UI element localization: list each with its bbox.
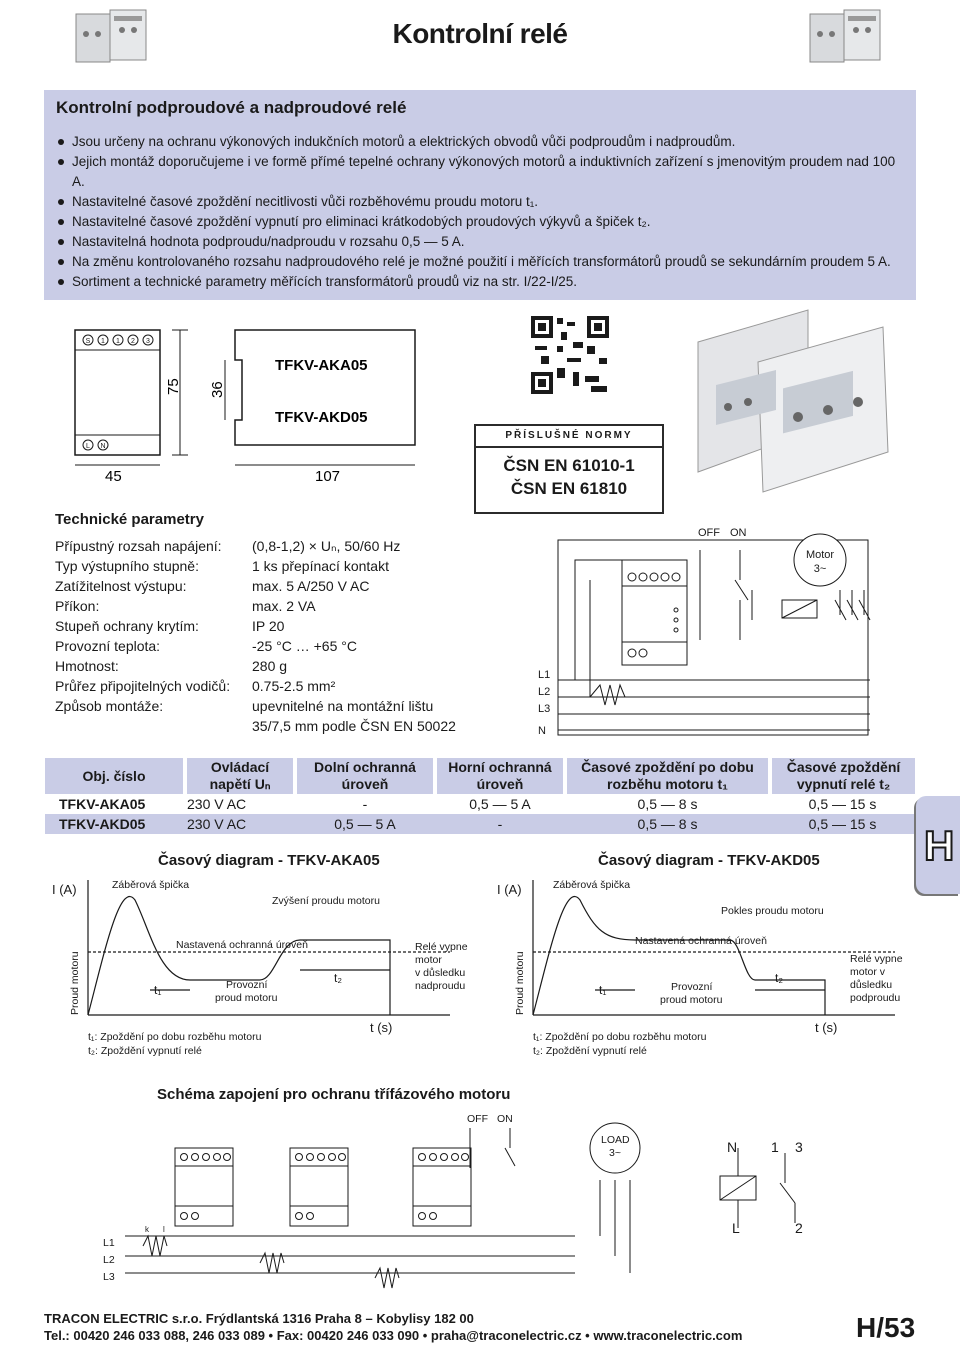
operating-text: proud motoru [660,994,723,1006]
line-label: N [538,725,546,737]
terminal-label: 3 [146,338,150,345]
contact-3: 3 [795,1139,803,1155]
model-1: TFKV-AKA05 [275,357,368,374]
axis-x-label: t (s) [815,1020,838,1035]
tech-param-row: Průřez připojitelných vodičů: 0.75-2.5 mm² [55,678,336,694]
terminal-label: S [85,338,91,345]
list-item: Nastavitelná hodnota podproudu/nadproudu v rozsahu 0,5 — 5 A. [56,232,904,252]
list-item: Jsou určeny na ochranu výkonových indukčních motorů a elektrických obvodů vůči podproudům i nadproudům. [56,132,904,152]
t1-label: t₁ [154,983,162,997]
threshold-label: Nastavená ochranná úroveň [176,939,308,951]
dimension-drawing [60,325,460,490]
dim-length: 107 [315,468,341,485]
list-item: Nastavitelné časové zpoždění vypnutí pro eliminaci krátkodobých proudových výkyvů a špiček t₂. [56,212,904,232]
table-header: Ovládací napětí Uₙ [185,758,295,794]
tech-param-row: Způsob montáže: upevnitelné na montážní lištu [55,698,434,714]
off-label: OFF [467,1113,488,1125]
axis-side-label: Proud motoru [69,951,81,1015]
load-phase: 3~ [609,1147,621,1159]
terminal-label: N [100,443,106,450]
table-header: Časové zpoždění vypnutí relé t₂ [770,758,915,794]
line-label: L3 [538,703,551,715]
ct-l-label: l [163,1225,165,1234]
norm-item: ČSN EN 61810 [510,479,628,498]
page-number: H/53 [856,1312,916,1343]
terminal-label: L [86,443,90,450]
relay-product-photo [806,4,888,66]
axis-x-label: t (s) [370,1020,393,1035]
operating-text: Provozní [226,979,268,991]
contact-l: L [732,1220,740,1236]
terminal-label: 1 [116,338,120,345]
list-item: Jejich montáž doporučujeme i ve formě přímé tepelné ochrany výkonových motorů a induktivních zařízení s jmenovitým proudem nad 100 A. [56,152,904,192]
table-row: TFKV-AKD05 230 V AC 0,5 — 5 A - 0,5 — 8 s 0,5 — 15 s [45,814,915,834]
qr-code [527,312,613,398]
trip-text: v důsledku [415,967,466,979]
decrease-label: Pokles proudu motoru [721,905,824,917]
footer-address: TRACON ELECTRIC s.r.o. Frýdlantská 1316 Praha 8 – Kobylisy 182 00 [44,1311,474,1326]
dim-depth: 36 [209,381,226,398]
contact-n: N [727,1139,738,1155]
product-table [45,758,915,834]
ct-k-label: k [145,1225,149,1234]
schema-diagram [95,1108,825,1308]
norms-box [474,424,664,514]
threshold-label: Nastavená ochranná úroveň [635,935,767,947]
tech-param-row: Zatížitelnost výstupu: max. 5 A/250 V AC [55,578,370,594]
tech-param-row: Stupeň ochrany krytím: IP 20 [55,618,285,634]
off-label: OFF [698,527,720,539]
relay-product-photo [72,4,154,66]
peak-label: Záběrová špička [112,879,190,891]
line-label: L3 [103,1271,115,1283]
list-item: Sortiment a technické parametry měřících transformátorů proudů viz na str. I/22-I/25. [56,272,904,292]
intro-title: Kontrolní podproudové a nadproudové relé [56,98,407,117]
timing-aka-title: Časový diagram - TFKV-AKA05 [158,852,380,869]
on-label: ON [730,527,747,539]
tech-param-row: 35/7,5 mm podle ČSN EN 50022 [252,718,456,734]
norm-item: ČSN EN 61010-1 [503,456,635,475]
intro-bullet-list [56,132,904,292]
motor-phase: 3~ [813,563,827,575]
t2-label: t₂ [775,971,783,985]
line-label: L1 [538,669,551,681]
table-header: Horní ochranná úroveň [435,758,565,794]
table-row: TFKV-AKA05 230 V AC - 0,5 — 5 A 0,5 — 8 s 0,5 — 15 s [59,796,877,812]
tech-param-row: Hmotnost: 280 g [55,658,288,674]
trip-text: důsledku [850,979,893,991]
dim-width: 45 [105,468,122,485]
trip-text: motor v [850,966,886,978]
section-tab: H [916,796,960,894]
trip-text: Relé vypne [850,953,903,965]
line-label: L2 [103,1254,115,1266]
intro-box [44,90,916,300]
motor-label: Motor [805,549,835,561]
timing-akd-title: Časový diagram - TFKV-AKD05 [598,852,820,869]
tech-params-title: Technické parametry [55,511,204,528]
wiring-diagram [530,520,890,745]
model-2: TFKV-AKD05 [275,409,368,426]
contact-1: 1 [771,1139,779,1155]
line-label: L2 [538,686,551,698]
table-header: Časové zpoždění po dobu rozběhu motoru t₁ [565,758,770,794]
legend-text: t₂: Zpoždění vypnutí relé [533,1045,647,1057]
relay-product-photo [688,302,898,494]
legend-text: t₂: Zpoždění vypnutí relé [88,1045,202,1057]
footer [44,1310,742,1344]
norms-heading: PŘÍSLUŠNÉ NORMY [476,426,662,448]
list-item: Na změnu kontrolovaného rozsahu nadproudového relé je možné použití i měřících transformátorů proudů se sekundárním proudem 5 A. [56,252,904,272]
list-item: Nastavitelné časové zpoždění necitlivosti vůči rozběhovému proudu motoru t₁. [56,192,904,212]
tech-param-row: Přípustný rozsah napájení: (0,8-1,2) × Uₙ, 50/60 Hz [55,538,401,554]
timing-diagram-akd [495,870,915,1060]
tech-param-row: Příkon: max. 2 VA [55,598,316,614]
operating-text: proud motoru [215,992,278,1004]
trip-text: nadproudu [415,980,466,992]
trip-text: motor [415,954,442,966]
footer-contact: Tel.: 00420 246 033 088, 246 033 089 • Fax: 00420 246 033 090 • praha@traconelectric.cz • www.traconelectric.com [44,1328,743,1343]
trip-text: podproudu [850,992,901,1004]
timing-diagram-aka [50,870,470,1060]
load-label: LOAD [601,1134,630,1146]
legend-text: t₁: Zpoždění po dobu rozběhu motoru [533,1031,707,1043]
line-label: L1 [103,1237,115,1249]
terminal-label: 1 [101,338,105,345]
tech-param-row: Typ výstupního stupně: 1 ks přepínací kontakt [55,558,389,574]
dim-height: 75 [165,378,182,395]
t1-label: t₁ [599,983,607,997]
schema-title: Schéma zapojení pro ochranu třífázového motoru [157,1086,511,1103]
axis-side-label: Proud motoru [514,951,526,1015]
page-title: Kontrolní relé [392,18,568,49]
terminal-label: 2 [131,338,135,345]
table-header-row [45,758,915,794]
table-header: Obj. číslo [45,758,185,794]
axis-y-label: I (A) [52,882,77,897]
tech-param-row: Provozní teplota: -25 °C … +65 °C [55,638,357,654]
legend-text: t₁: Zpoždění po dobu rozběhu motoru [88,1031,262,1043]
on-label: ON [497,1113,513,1125]
trip-text: Relé vypne [415,941,468,953]
axis-y-label: I (A) [497,882,522,897]
table-header: Dolní ochranná úroveň [295,758,435,794]
contact-2: 2 [795,1220,803,1236]
peak-label: Záběrová špička [553,879,631,891]
operating-text: Provozní [671,981,713,993]
t2-label: t₂ [334,971,342,985]
increase-label: Zvýšení proudu motoru [272,895,380,907]
